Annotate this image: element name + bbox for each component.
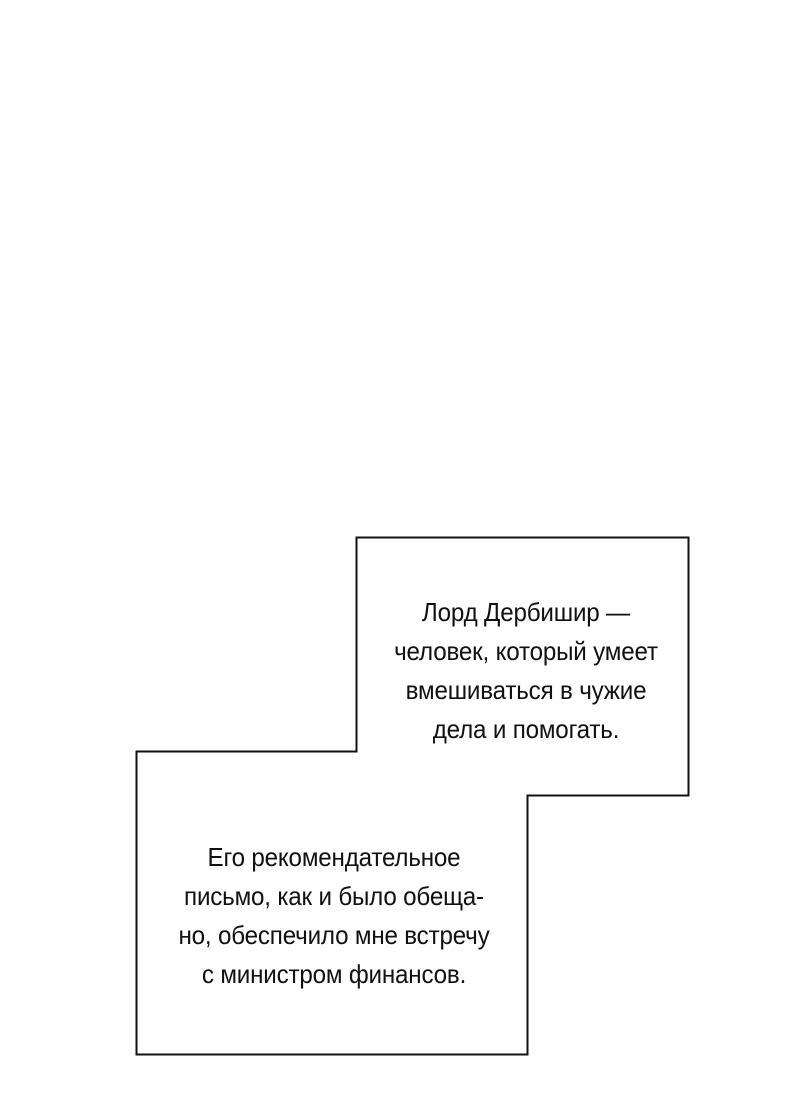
caption-text-top: Лорд Дербишир — человек, который умеет вмешиваться в чужие дела и помогать.	[394, 597, 658, 744]
caption-text-bottom: Его рекомендательное письмо, как и было обеща- но, обеспечило мне встречу с министром финансов.	[178, 842, 490, 989]
